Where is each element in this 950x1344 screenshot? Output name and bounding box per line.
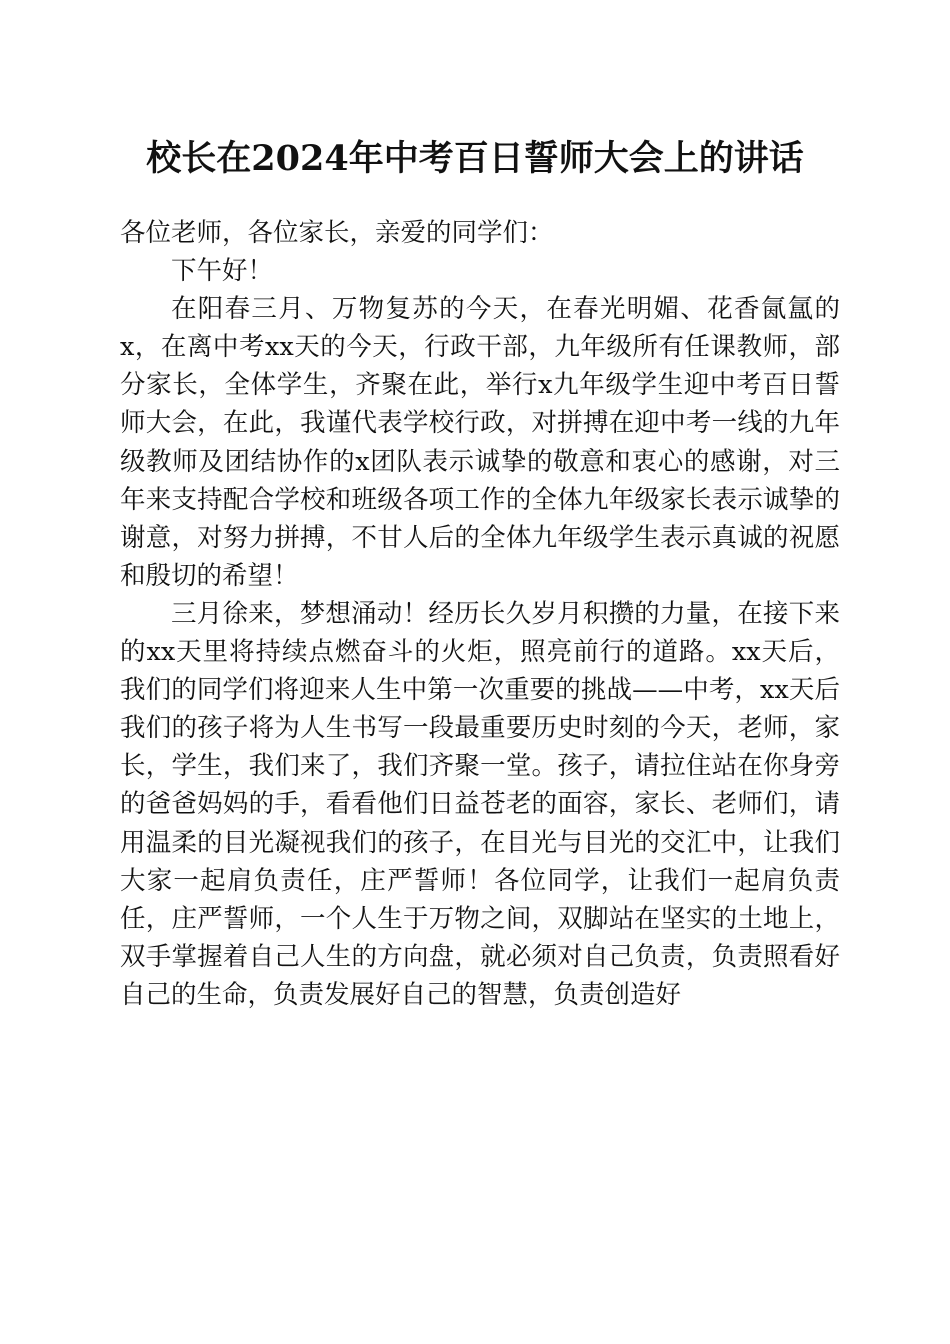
- salutation: 各位老师，各位家长，亲爱的同学们：: [120, 218, 554, 248]
- document-body: [120, 214, 840, 1014]
- paragraph-2: 三月徐来，梦想涌动！经历长久岁月积攒的力量，在接下来的xx天里将持续点燃奋斗的火炬，照亮前行的道路。xx天后，我们的同学们将迎来人生中第一次重要的挑战——中考，xx天后我们的孩子将为人生书写一段最重要历史时刻的今天，老师，家长，学生，我们来了，我们齐聚一堂。孩子，请拉住站在你身旁的爸爸妈妈的手，看看他们日益苍老的面容，家长、老师们，请用温柔的目光凝视我们的孩子，在目光与目光的交汇中，让我们大家一起肩负责任，庄严誓师！各位同学，让我们一起肩负责任，庄严誓师，一个人生于万物之间，双脚站在坚实的土地上，双手掌握着自己人生的方向盘，就必须对自己负责，负责照看好自己的生命，负责发展好自己的智慧，负责创造好: [120, 598, 840, 1010]
- greeting: 下午好！: [171, 256, 274, 287]
- document-title: 校长在2024年中考百日誓师大会上的讲话: [146, 138, 804, 179]
- paragraph-1: 在阳春三月、万物复苏的今天，在春光明媚、花香氤氲的x，在离中考xx天的今天，行政干部，九年级所有任课教师，部分家长，全体学生，齐聚在此，举行x九年级学生迎中考百日誓师大会，在此，我谨代表学校行政，对拼搏在迎中考一线的九年级教师及团结协作的x团队表示诚挚的敬意和衷心的感谢，对三年来支持配合学校和班级各项工作的全体九年级家长表示诚挚的谢意，对努力拼搏，不甘人后的全体九年级学生表示真诚的祝愿和殷切的希望！: [120, 294, 840, 591]
